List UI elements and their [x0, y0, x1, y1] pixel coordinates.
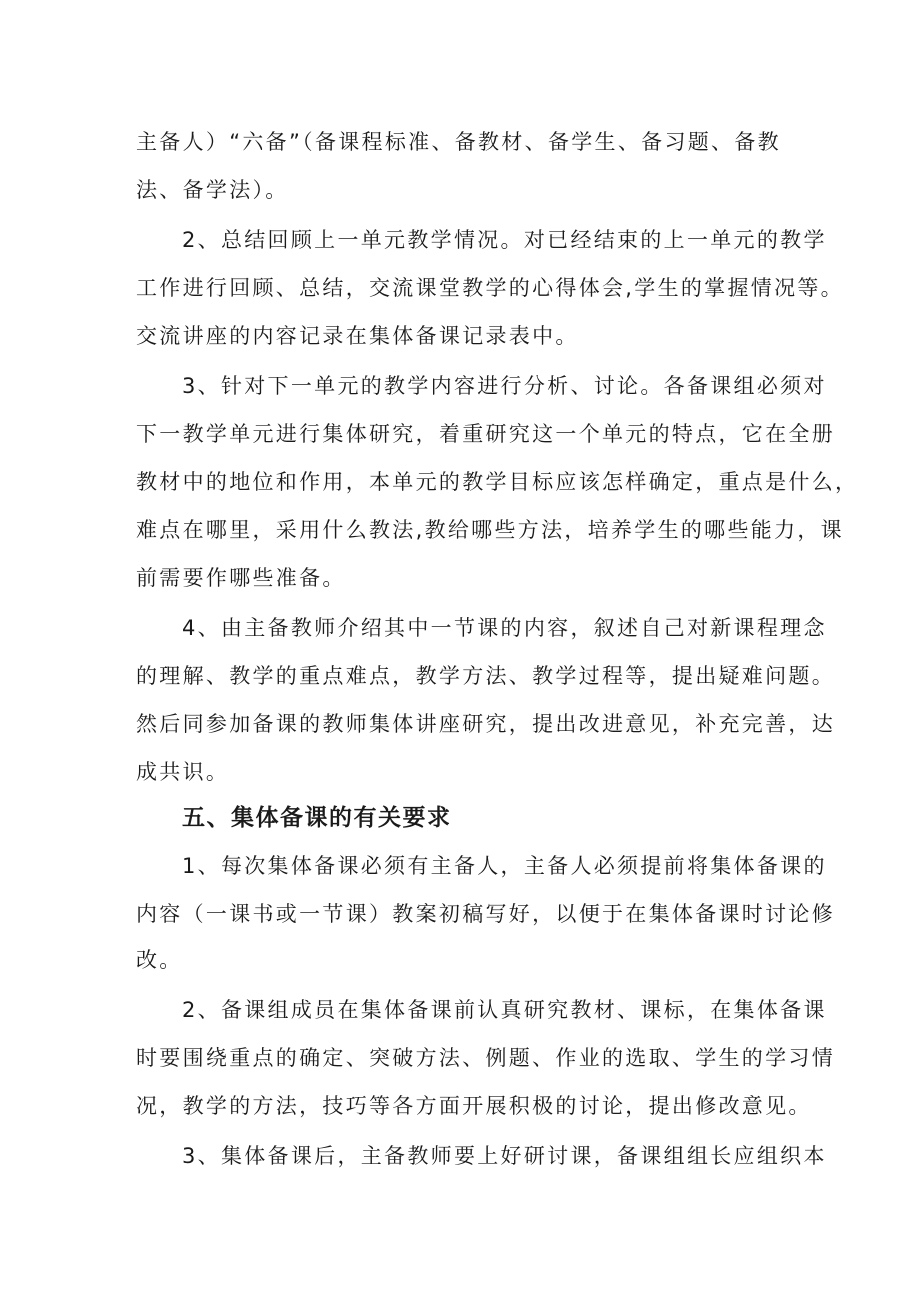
text-line: 难点在哪里，采用什么教法,教给哪些方法，培养学生的哪些能力，课 — [136, 518, 844, 542]
text-line: 3、集体备课后，主备教师要上好研讨课，备课组组长应组织本 — [182, 1144, 827, 1168]
text-line: 的理解、教学的重点难点，教学方法、教学过程等，提出疑难问题。 — [136, 664, 835, 688]
text-line: 工作进行回顾、总结，交流课堂教学的心得体会,学生的掌握情况等。 — [136, 276, 844, 300]
text-line: 下一教学单元进行集体研究，着重研究这一个单元的特点，它在全册 — [136, 422, 835, 446]
text-line: 教材中的地位和作用，本单元的教学目标应该怎样确定，重点是什么， — [136, 470, 859, 494]
text-line: 然后同参加备课的教师集体讲座研究，提出改进意见，补充完善，达 — [136, 712, 835, 736]
text-line: 前需要作哪些准备。 — [136, 566, 346, 590]
text-line: 主备人）“六备”（备课程标准、备教材、备学生、备习题、备教 — [136, 130, 781, 154]
section-heading: 五、集体备课的有关要求 — [182, 805, 452, 831]
text-line: 成共识。 — [136, 760, 230, 784]
text-line: 2、总结回顾上一单元教学情况。对已经结束的上一单元的教学 — [182, 228, 827, 252]
text-line: 改。 — [136, 948, 183, 972]
text-line: 内容（一课书或一节课）教案初稿写好，以便于在集体备课时讨论修 — [136, 902, 835, 926]
text-line: 4、由主备教师介绍其中一节课的内容，叙述自己对新课程理念 — [182, 616, 827, 640]
text-line: 2、备课组成员在集体备课前认真研究教材、课标，在集体备课 — [182, 998, 827, 1022]
text-line: 1、每次集体备课必须有主备人，主备人必须提前将集体备课的 — [182, 854, 827, 878]
text-line: 时要围绕重点的确定、突破方法、例题、作业的选取、学生的学习情 — [136, 1046, 835, 1070]
text-line: 况，教学的方法，技巧等各方面开展积极的讨论，提出修改意见。 — [136, 1094, 812, 1118]
text-line: 3、针对下一单元的教学内容进行分析、讨论。各备课组必须对 — [182, 374, 827, 398]
text-line: 法、备学法）。 — [136, 178, 289, 202]
text-line: 交流讲座的内容记录在集体备课记录表中。 — [136, 324, 579, 348]
